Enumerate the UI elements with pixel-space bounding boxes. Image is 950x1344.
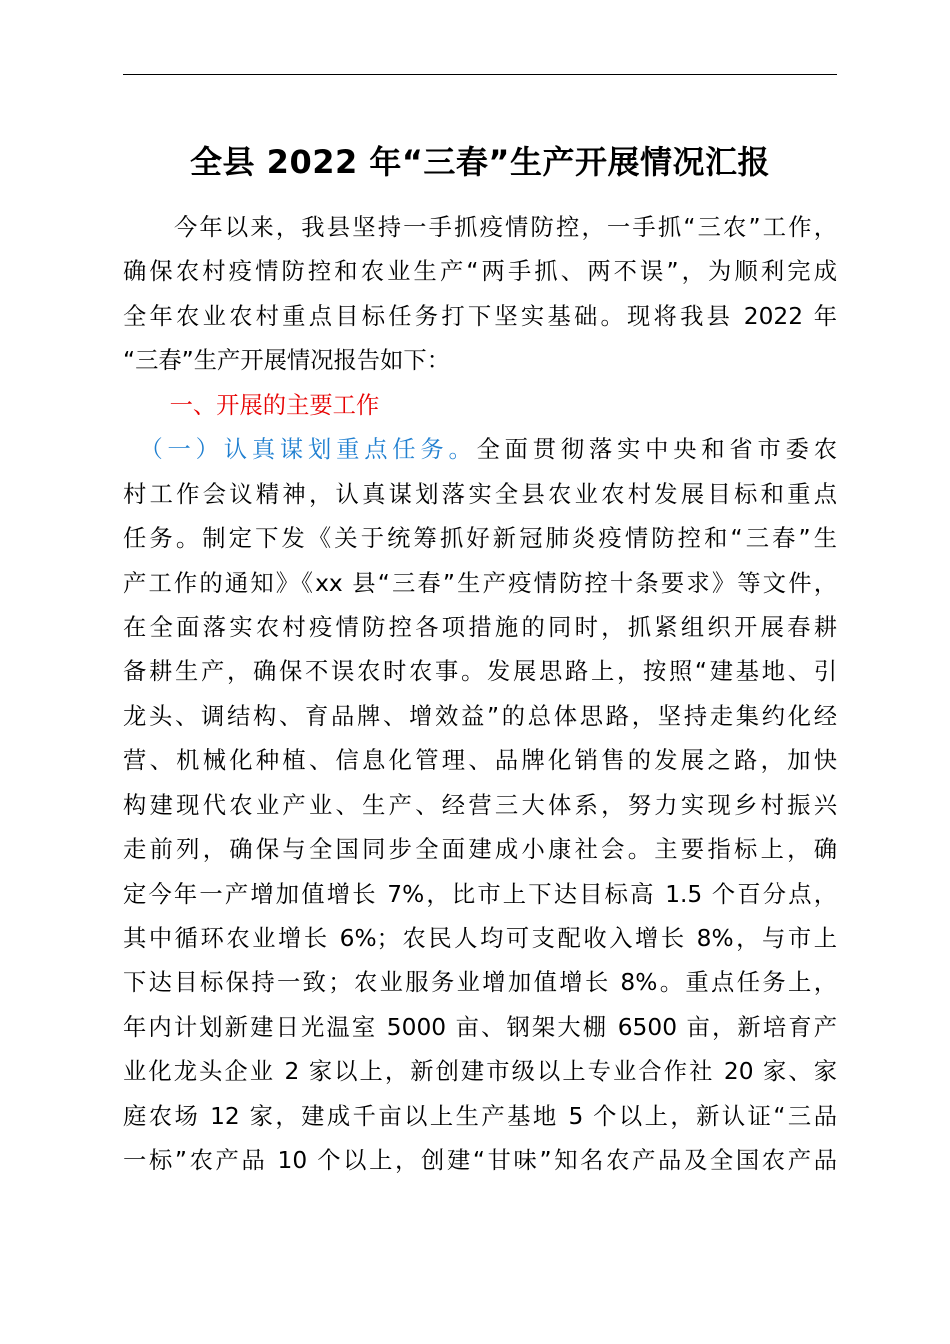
paragraph-line: 营、机械化种植、信息化管理、品牌化销售的发展之路，加快 — [123, 747, 837, 775]
paragraph-line: 构建现代农业产业、生产、经营三大体系，努力实现乡村振兴 — [123, 791, 837, 819]
paragraph-line: 任务。制定下发《关于统筹抓好新冠肺炎疫情防控和“三春”生 — [123, 525, 837, 553]
document-body — [123, 206, 837, 1184]
paragraph-line: 走前列，确保与全国同步全面建成小康社会。主要指标上，确 — [123, 836, 837, 864]
header-rule — [123, 74, 837, 75]
paragraph-line: 产工作的通知》《xx 县“三春”生产疫情防控十条要求》等文件， — [123, 569, 837, 597]
intro-line-2: 确保农村疫情防控和农业生产“两手抓、两不误”，为顺利完成 — [123, 258, 837, 286]
section-heading: 一、开展的主要工作 — [123, 391, 380, 419]
paragraph-line: 其中循环农业增长 6%；农民人均可支配收入增长 8%，与市上 — [123, 925, 837, 952]
paragraph-line: 备耕生产，确保不误农时农事。发展思路上，按照“建基地、引 — [123, 658, 837, 686]
subsection-first-line — [123, 428, 837, 472]
paragraph-line: 定今年一产增加值增长 7%，比市上下达目标高 1.5 个百分点， — [123, 880, 837, 908]
paragraph-line: 在全面落实农村疫情防控各项措施的同时，抓紧组织开展春耕 — [123, 613, 837, 641]
paragraph-line: 一标”农产品 10 个以上，创建“甘味”知名农产品及全国农产品 — [123, 1147, 837, 1175]
paragraph-line: 庭农场 12 家，建成千亩以上生产基地 5 个以上，新认证“三品 — [123, 1102, 837, 1130]
paragraph-line: 村工作会议精神，认真谋划落实全县农业农村发展目标和重点 — [123, 480, 837, 508]
intro-line-3: 全年农业农村重点目标任务打下坚实基础。现将我县 2022 年 — [123, 302, 837, 330]
subsection-first-line-text: 全面贯彻落实中央和省市委农 — [476, 436, 837, 464]
document-title: 全县 2022 年“三春”生产开展情况汇报 — [190, 143, 770, 181]
paragraph-line: 龙头、调结构、育品牌、增效益”的总体思路，坚持走集约化经 — [123, 702, 837, 730]
intro-line-4: “三春”生产开展情况报告如下： — [123, 347, 450, 375]
paragraph-line: 下达目标保持一致；农业服务业增加值增长 8%。重点任务上， — [123, 969, 837, 997]
paragraph-line: 年内计划新建日光温室 5000 亩、钢架大棚 6500 亩，新培育产 — [123, 1013, 837, 1041]
subsection-heading: （一）认真谋划重点任务。 — [123, 436, 477, 464]
paragraph-line: 业化龙头企业 2 家以上，新创建市级以上专业合作社 20 家、家 — [123, 1058, 837, 1086]
intro-line-1: 今年以来，我县坚持一手抓疫情防控，一手抓“三农”工作， — [123, 214, 837, 241]
